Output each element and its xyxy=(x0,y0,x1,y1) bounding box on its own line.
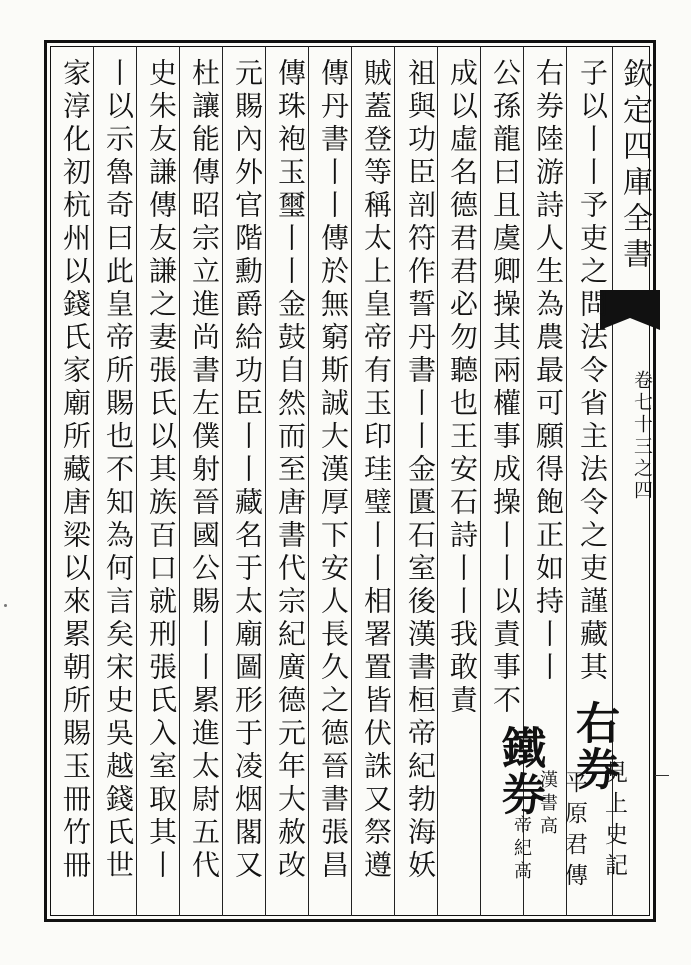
text-column-8: 傳珠袍玉璽丨丨金鼓自然而至唐書代宗紀廣德元年大赦改 xyxy=(274,58,307,883)
heading-right-ticket-note: 見上史記 xyxy=(601,760,627,884)
text-column-13: 家淳化初杭州以錢氏家廟所藏唐梁以來累朝所賜玉冊竹冊 xyxy=(59,58,92,883)
text-column-3: 公孫龍曰且虞卿操其兩權事成操丨丨以責事不 xyxy=(489,58,522,718)
text-column-10: 杜讓能傳昭宗立進尚書左僕射晉國公賜丨丨累進太尉五代 xyxy=(188,58,221,883)
text-column-11: 史朱友謙傳友謙之妻張氏以其族百口就刑張氏入室取其丨 xyxy=(145,58,178,883)
text-column-2: 右券陸游詩人生為農最可願得飽正如持丨丨 xyxy=(532,58,565,685)
heading-right-ticket: 右券 xyxy=(568,700,619,792)
book-title: 欽定四庫全書 xyxy=(617,58,652,274)
margin-tick xyxy=(655,775,669,776)
text-column-5: 祖與功臣剖符作誓丹書丨丨金匱石室後漢書桓帝紀勃海妖 xyxy=(404,58,437,883)
stray-mark xyxy=(4,604,7,607)
text-column-7: 傳丹書丨丨傳於無窮斯誠大漢厚下安人長久之德晉書張昌 xyxy=(317,58,350,883)
text-column-4: 成以虛名德君君必勿聽也王安石詩丨丨我敢責 xyxy=(446,58,479,718)
heading-ticket-note-2: 漢書高 xyxy=(537,770,558,839)
heading-iron-ticket: 鐵券 xyxy=(494,725,545,817)
text-column-9: 元賜內外官階勳爵給功臣丨丨藏名于太廟圖形于凌烟閣又 xyxy=(231,58,264,883)
text-column-6: 賊蓋登等稱太上皇帝有玉印珪璧丨丨相署置皆伏誅又祭遵 xyxy=(360,58,393,883)
heading-ticket-note-3: 帝紀高 xyxy=(511,815,532,884)
text-column-12: 丨以示魯奇曰此皇帝所賜也不知為何言矣宋史吳越錢氏世 xyxy=(102,58,135,883)
volume-label: 卷七十三之四 xyxy=(631,370,653,502)
heading-ticket-note-1: 平原君傳 xyxy=(561,770,587,894)
text-column-1: 子以丨丨予吏之問法令省主法令之吏謹藏其 xyxy=(576,58,609,685)
